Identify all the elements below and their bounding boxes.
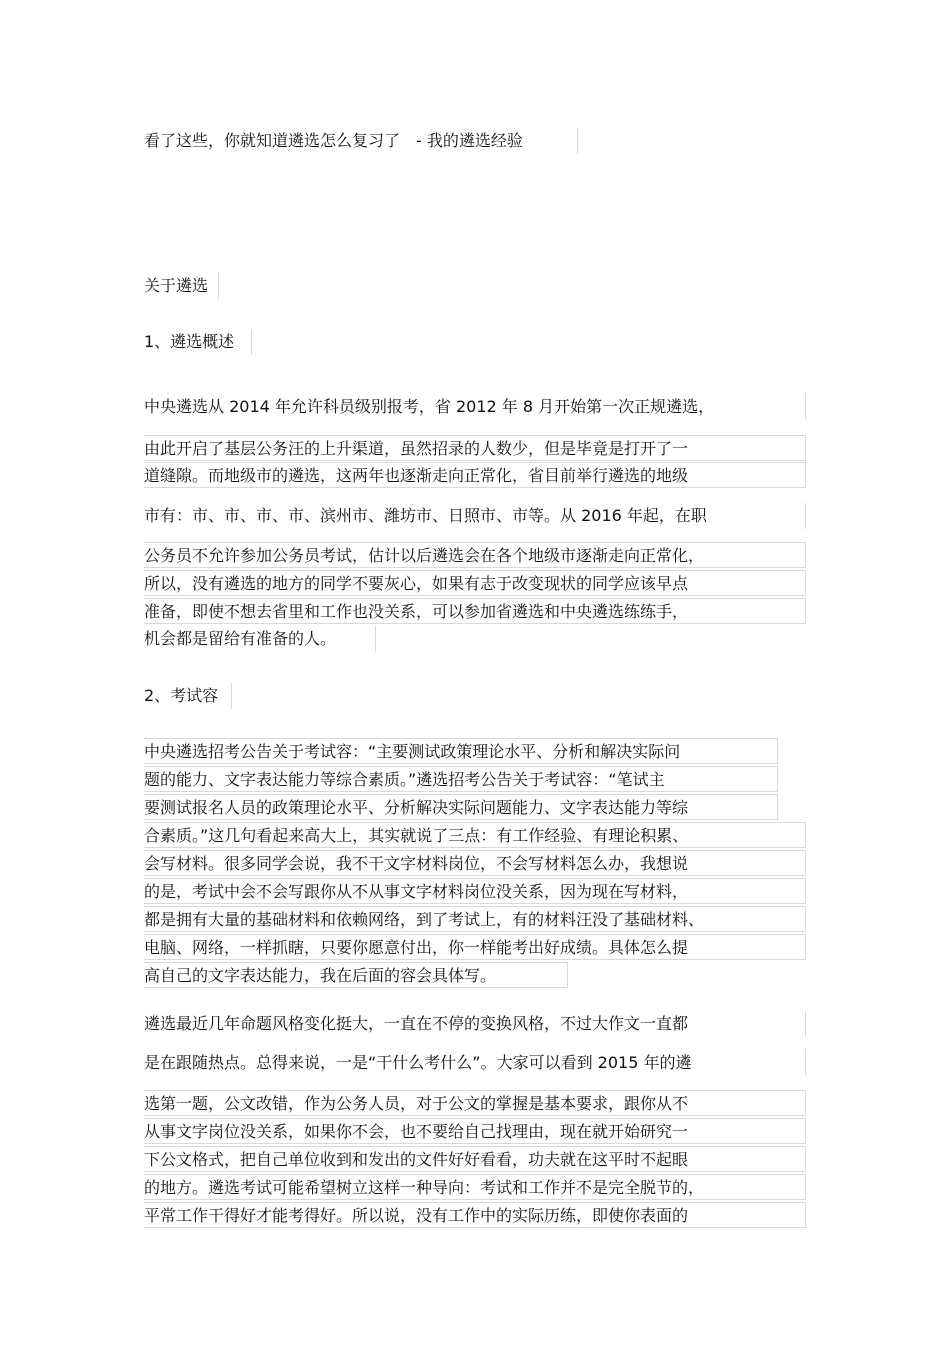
paragraph-line: 市有：市、市、市、市、滨州市、潍坊市、日照市、市等。从 2016 年起，在职 xyxy=(144,503,806,529)
paragraph-line: 机会都是留给有准备的人。 xyxy=(144,626,376,652)
paragraph-line: 公务员不允许参加公务员考试，估计以后遴选会在各个地级市逐渐走向正常化， xyxy=(144,542,806,568)
paragraph-line: 是在跟随热点。总得来说，一是“干什么考什么”。大家可以看到 2015 年的遴 xyxy=(144,1050,806,1076)
paragraph-line: 中央遴选从 2014 年允许科员级别报考，省 2012 年 8 月开始第一次正规遴选， xyxy=(144,394,806,420)
paragraph-line: 准备，即使不想去省里和工作也没关系，可以参加省遴选和中央遴选练练手， xyxy=(144,598,806,624)
paragraph-line: 中央遴选招考公告关于考试容：“主要测试政策理论水平、分析和解决实际问 xyxy=(144,738,778,764)
section-heading-overview: 1、遴选概述 xyxy=(144,329,252,355)
paragraph-line: 的地方。遴选考试可能希望树立这样一种导向：考试和工作并不是完全脱节的， xyxy=(144,1174,806,1200)
paragraph-line: 会写材料。很多同学会说，我不干文字材料岗位，不会写材料怎么办，我想说 xyxy=(144,850,806,876)
paragraph-line: 都是拥有大量的基础材料和依赖网络，到了考试上，有的材料汪没了基础材料、 xyxy=(144,906,806,932)
section-heading-exam-content: 2、考试容 xyxy=(144,683,232,709)
paragraph-line: 要测试报名人员的政策理论水平、分析解决实际问题能力、文字表达能力等综 xyxy=(144,794,778,820)
paragraph-line: 题的能力、文字表达能力等综合素质。”遴选招考公告关于考试容：“笔试主 xyxy=(144,766,778,792)
paragraph-line: 下公文格式，把自己单位收到和发出的文件好好看看，功夫就在这平时不起眼 xyxy=(144,1146,806,1172)
paragraph-line: 合素质。”这几句看起来高大上，其实就说了三点：有工作经验、有理论积累、 xyxy=(144,822,806,848)
paragraph-line: 从事文字岗位没关系，如果你不会，也不要给自己找理由，现在就开始研究一 xyxy=(144,1118,806,1144)
paragraph-line: 遴选最近几年命题风格变化挺大，一直在不停的变换风格，不过大作文一直都 xyxy=(144,1011,806,1037)
document-title: 看了这些，你就知道遴选怎么复习了 - 我的遴选经验 xyxy=(144,128,578,154)
paragraph-line: 电脑、网络，一样抓瞎，只要你愿意付出，你一样能考出好成绩。具体怎么提 xyxy=(144,934,806,960)
paragraph-line: 的是，考试中会不会写跟你从不从事文字材料岗位没关系，因为现在写材料， xyxy=(144,878,806,904)
paragraph-line: 平常工作干得好才能考得好。所以说，没有工作中的实际历练，即使你表面的 xyxy=(144,1202,806,1228)
paragraph-line: 由此开启了基层公务汪的上升渠道，虽然招录的人数少，但是毕竟是打开了一 xyxy=(144,435,806,461)
paragraph-line: 高自己的文字表达能力，我在后面的容会具体写。 xyxy=(144,962,568,988)
section-heading-about: 关于遴选 xyxy=(144,273,219,299)
paragraph-line: 道缝隙。而地级市的遴选，这两年也逐渐走向正常化，省目前举行遴选的地级 xyxy=(144,462,806,488)
paragraph-line: 所以，没有遴选的地方的同学不要灰心，如果有志于改变现状的同学应该早点 xyxy=(144,570,806,596)
paragraph-line: 选第一题，公文改错，作为公务人员，对于公文的掌握是基本要求，跟你从不 xyxy=(144,1090,806,1116)
